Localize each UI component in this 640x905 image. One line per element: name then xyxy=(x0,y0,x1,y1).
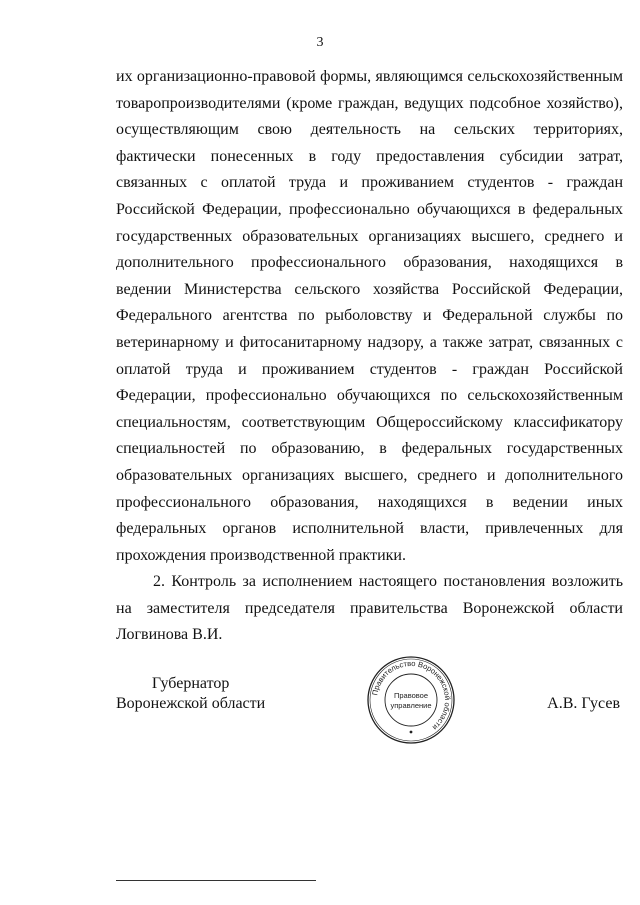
document-body xyxy=(116,64,623,649)
signatory-title-line-2: Воронежской области xyxy=(116,695,266,712)
signatory-name: А.В. Гусев xyxy=(547,695,620,712)
stamp-inner-line-1: Правовое xyxy=(393,691,429,700)
stamp-inner-line-2: управление xyxy=(390,701,432,710)
signatory-title xyxy=(116,674,265,714)
footer-divider xyxy=(116,880,316,881)
paragraph-2: 2. Контроль за исполнением настоящего постановления возложить на заместителя председателя правительства Воронежской области Логвинова В.И. xyxy=(116,573,623,644)
paragraph-1: их организационно-правовой формы, являющимся сельскохозяйственным товаропроизводителями (кроме граждан, ведущих подсобное хозяйство), осуществляющим свою деятельность на сельских территориях, фактически понесенных в году предоставления субсидии затрат, связанных с оплатой труда и проживанием студентов - граждан Российской Федерации, профессионально обучающихся в федеральных государственных образовательных организациях высшего, среднего и дополнительного профессионального образования, находящихся в ведении Министерства сельского хозяйства Российской Федерации, Федерального агентства по рыболовству и Федеральной службы по ветеринарному и фитосанитарному надзору, а также затрат, связанных с оплатой труда и проживанием студентов - граждан Российской Федерации, профессионально обучающихся по сельскохозяйственным специальностям, соответствующим Общероссийскому классификатору специальностей по образованию, в федеральных государственных образовательных организациях высшего, среднего и дополнительного профессионального образования, находящихся в ведении иных федеральных органов исполнительной власти, привлеченных для прохождения производственной практики. xyxy=(116,68,623,564)
stamp-star-icon xyxy=(410,731,413,734)
page-number: 3 xyxy=(316,35,324,50)
official-stamp xyxy=(366,655,456,745)
stamp-outer-textpath: Правительство Воронежской области xyxy=(370,658,453,733)
signatory-title-line-1: Губернатор xyxy=(151,675,230,692)
